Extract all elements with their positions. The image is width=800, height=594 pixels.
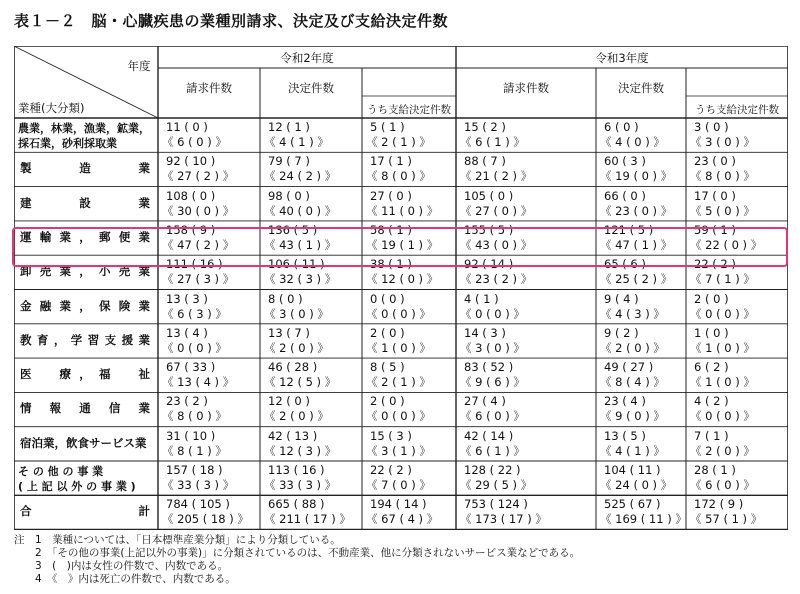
value-death: 《 23 ( 2 ) 》: [460, 272, 533, 287]
value-death: 《 19 ( 0 ) 》: [600, 169, 673, 184]
value-death: 《 25 ( 2 ) 》: [600, 272, 673, 287]
value-death: 《 6 ( 0 ) 》: [162, 135, 227, 149]
header-kettei: 決定件数: [618, 81, 664, 95]
value-count: 9 ( 4 ): [604, 291, 639, 306]
value-count: 6 ( 0 ): [604, 120, 639, 134]
value-death: 《 6 ( 0 ) 》: [460, 409, 525, 424]
value-count: 23 ( 0 ): [694, 154, 736, 169]
table-title: 表１－２ 脳・心臓疾患の業種別請求、決定及び支給決定件数: [14, 12, 449, 30]
category-label: 宿泊業，飲食サービス業: [20, 435, 147, 450]
value-count: 27 ( 0 ): [370, 188, 412, 203]
value-death: 《 205 ( 18 ) 》: [162, 512, 249, 527]
value-death: 《 4 ( 3 ) 》: [600, 306, 665, 321]
value-death: 《 2 ( 1 ) 》: [366, 375, 431, 390]
header-year-r2: 令和2年度: [280, 51, 334, 65]
value-death: 《 0 ( 0 ) 》: [460, 306, 525, 321]
value-count: 753 ( 124 ): [464, 497, 528, 512]
value-count: 7 ( 1 ): [694, 428, 729, 443]
category-label: 情報通信業: [20, 401, 150, 416]
value-death: 《 23 ( 0 ) 》: [600, 203, 673, 218]
value-death: 《 1 ( 0 ) 》: [366, 340, 431, 355]
value-death: 《 1 ( 0 ) 》: [690, 340, 755, 355]
footnote-1: 注 1 業種については、「日本標準産業分類」により分類している。: [14, 534, 341, 546]
category-label: 医 療，福 祉: [20, 367, 150, 382]
category-label: 卸売業，小売業: [20, 264, 150, 279]
category-label: 運輸業，郵便業: [20, 229, 150, 244]
value-death: 《 47 ( 1 ) 》: [600, 237, 673, 252]
value-count: 67 ( 33 ): [166, 360, 216, 375]
value-death: 《 12 ( 3 ) 》: [264, 443, 337, 458]
value-count: 157 ( 18 ): [166, 463, 223, 477]
value-death: 《 4 ( 0 ) 》: [600, 135, 665, 149]
value-count: 1 ( 0 ): [694, 325, 729, 340]
value-count: 6 ( 2 ): [694, 360, 729, 375]
value-count: 42 ( 13 ): [268, 428, 318, 443]
footnote-3: 3 ( )内は女性の件数で、内数である。: [14, 560, 229, 572]
value-count: 136 ( 5 ): [268, 222, 318, 237]
value-death: 《 6 ( 3 ) 》: [162, 306, 227, 321]
value-death: 《 7 ( 1 ) 》: [690, 272, 755, 287]
category-label: 教育，学習支援業: [20, 332, 150, 347]
value-count: 13 ( 5 ): [604, 428, 646, 443]
value-count: 17 ( 0 ): [694, 188, 736, 203]
header-seikyu: 請求件数: [503, 81, 549, 95]
value-death: 《 7 ( 0 ) 》: [366, 478, 431, 492]
value-count: 105 ( 0 ): [464, 188, 514, 203]
value-death: 《 43 ( 1 ) 》: [264, 237, 337, 252]
value-count: 79 ( 7 ): [268, 154, 310, 169]
value-death: 《 9 ( 6 ) 》: [460, 375, 525, 390]
value-death: 《 0 ( 0 ) 》: [366, 409, 431, 424]
value-count: 14 ( 3 ): [464, 325, 506, 340]
value-death: 《 3 ( 1 ) 》: [366, 443, 431, 458]
value-count: 17 ( 1 ): [370, 154, 412, 169]
value-count: 0 ( 0 ): [370, 291, 405, 306]
value-death: 《 21 ( 2 ) 》: [460, 169, 533, 184]
value-count: 60 ( 3 ): [604, 154, 646, 169]
value-death: 《 2 ( 0 ) 》: [264, 409, 329, 424]
value-count: 4 ( 1 ): [464, 291, 499, 306]
header-shikyu: うち支給決定件数: [695, 104, 779, 116]
value-death: 《 43 ( 0 ) 》: [460, 237, 533, 252]
value-death: 《 8 ( 4 ) 》: [600, 375, 665, 390]
value-count: 155 ( 5 ): [464, 222, 514, 237]
value-death: 《 40 ( 0 ) 》: [264, 203, 337, 218]
value-count: 46 ( 28 ): [268, 360, 318, 375]
value-death: 《 8 ( 0 ) 》: [366, 169, 431, 184]
category-label: 製 造 業: [20, 161, 150, 176]
value-death: 《 0 ( 0 ) 》: [366, 306, 431, 321]
value-death: 《 2 ( 0 ) 》: [600, 340, 665, 355]
value-death: 《 3 ( 0 ) 》: [460, 340, 525, 355]
value-death: 《 6 ( 1 ) 》: [460, 443, 525, 458]
value-death: 《 22 ( 0 ) 》: [690, 237, 763, 252]
value-count: 5 ( 1 ): [370, 120, 405, 134]
value-death: 《 5 ( 0 ) 》: [690, 203, 755, 218]
value-death: 《 169 ( 11 ) 》: [600, 512, 687, 527]
value-death: 《 211 ( 17 ) 》: [264, 512, 351, 527]
value-death: 《 12 ( 5 ) 》: [264, 375, 337, 390]
value-count: 784 ( 105 ): [166, 497, 230, 512]
header-nendo: 年度: [127, 59, 151, 73]
value-count: 158 ( 9 ): [166, 222, 216, 237]
header-kettei: 決定件数: [288, 81, 334, 95]
category-label: 採石業，砂利採取業: [18, 137, 117, 150]
value-count: 525 ( 67 ): [604, 497, 661, 512]
header-shikyu: うち支給決定件数: [367, 104, 451, 116]
value-count: 108 ( 0 ): [166, 188, 216, 203]
value-death: 《 2 ( 0 ) 》: [264, 340, 329, 355]
value-death: 《 32 ( 3 ) 》: [264, 272, 337, 287]
category-label: 農業，林業，漁業，鉱業，: [18, 122, 150, 135]
category-label: 金融業，保険業: [20, 298, 150, 313]
footnotes: [14, 534, 580, 586]
value-count: 12 ( 1 ): [268, 120, 310, 134]
value-count: 28 ( 1 ): [694, 463, 736, 477]
value-count: 13 ( 3 ): [166, 291, 208, 306]
value-count: 15 ( 3 ): [370, 428, 412, 443]
header-seikyu: 請求件数: [186, 81, 232, 95]
value-count: 13 ( 7 ): [268, 325, 310, 340]
value-count: 92 ( 14 ): [464, 257, 514, 272]
value-death: 《 11 ( 0 ) 》: [366, 203, 439, 218]
value-death: 《 2 ( 0 ) 》: [690, 443, 755, 458]
value-count: 2 ( 0 ): [370, 394, 405, 409]
value-count: 2 ( 0 ): [694, 291, 729, 306]
value-death: 《 0 ( 0 ) 》: [690, 409, 755, 424]
value-death: 《 67 ( 4 ) 》: [366, 512, 439, 527]
value-death: 《 3 ( 0 ) 》: [264, 306, 329, 321]
footnote-4: 4 《 》内は死亡の件数で、内数である。: [14, 573, 236, 585]
value-count: 59 ( 1 ): [694, 222, 736, 237]
value-count: 22 ( 2 ): [694, 257, 736, 272]
value-count: 98 ( 0 ): [268, 188, 310, 203]
value-count: 106 ( 11 ): [268, 257, 325, 272]
value-count: 42 ( 14 ): [464, 428, 514, 443]
value-count: 66 ( 0 ): [604, 188, 646, 203]
value-count: 83 ( 52 ): [464, 360, 514, 375]
value-count: 2 ( 0 ): [370, 325, 405, 340]
value-count: 8 ( 0 ): [268, 291, 303, 306]
value-death: 《 12 ( 0 ) 》: [366, 272, 439, 287]
value-death: 《 6 ( 1 ) 》: [460, 135, 525, 149]
value-death: 《 33 ( 3 ) 》: [162, 478, 235, 492]
value-count: 128 ( 22 ): [464, 463, 521, 477]
value-count: 23 ( 4 ): [604, 394, 646, 409]
value-count: 13 ( 4 ): [166, 325, 208, 340]
category-label: 建 設 業: [20, 195, 150, 210]
header-gyoshu: 業種(大分類): [18, 101, 85, 115]
value-death: 《 0 ( 0 ) 》: [690, 306, 755, 321]
value-death: 《 24 ( 0 ) 》: [600, 478, 673, 492]
value-death: 《 27 ( 3 ) 》: [162, 272, 235, 287]
value-death: 《 33 ( 3 ) 》: [264, 478, 337, 492]
value-death: 《 19 ( 1 ) 》: [366, 237, 439, 252]
category-label: そ の 他 の 事 業: [18, 465, 104, 478]
value-count: 22 ( 2 ): [370, 463, 412, 477]
value-count: 8 ( 5 ): [370, 360, 405, 375]
value-count: 9 ( 2 ): [604, 325, 639, 340]
value-count: 113 ( 16 ): [268, 463, 325, 477]
value-count: 49 ( 27 ): [604, 360, 654, 375]
value-death: 《 4 ( 1 ) 》: [264, 135, 329, 149]
value-death: 《 8 ( 0 ) 》: [690, 169, 755, 184]
value-count: 172 ( 9 ): [694, 497, 744, 512]
value-count: 23 ( 2 ): [166, 394, 208, 409]
value-death: 《 173 ( 17 ) 》: [460, 512, 547, 527]
value-count: 27 ( 4 ): [464, 394, 506, 409]
claims-table: [14, 46, 788, 530]
value-death: 《 47 ( 2 ) 》: [162, 237, 235, 252]
value-count: 4 ( 2 ): [694, 394, 729, 409]
value-death: 《 27 ( 0 ) 》: [460, 203, 533, 218]
value-count: 92 ( 10 ): [166, 154, 216, 169]
value-death: 《 8 ( 1 ) 》: [162, 443, 227, 458]
value-death: 《 6 ( 0 ) 》: [690, 478, 755, 492]
value-death: 《 27 ( 2 ) 》: [162, 169, 235, 184]
value-count: 31 ( 10 ): [166, 428, 216, 443]
value-death: 《 30 ( 0 ) 》: [162, 203, 235, 218]
value-count: 58 ( 1 ): [370, 222, 412, 237]
value-death: 《 4 ( 1 ) 》: [600, 443, 665, 458]
value-death: 《 9 ( 0 ) 》: [600, 409, 665, 424]
category-label: 合 計: [20, 504, 150, 519]
value-count: 15 ( 2 ): [464, 120, 506, 134]
value-death: 《 24 ( 2 ) 》: [264, 169, 337, 184]
value-count: 104 ( 11 ): [604, 463, 661, 477]
value-count: 12 ( 0 ): [268, 394, 310, 409]
value-death: 《 0 ( 0 ) 》: [162, 340, 227, 355]
value-count: 111 ( 16 ): [166, 257, 223, 272]
value-count: 121 ( 5 ): [604, 222, 654, 237]
footnote-2: 2 「その他の事業(上記以外の事業)」に分類されているのは、不動産業、他に分類されないサービス業などである。: [14, 547, 581, 559]
header-year-r3: 令和3年度: [595, 51, 649, 65]
value-count: 65 ( 6 ): [604, 257, 646, 272]
value-count: 194 ( 14 ): [370, 497, 427, 512]
value-count: 665 ( 88 ): [268, 497, 325, 512]
value-death: 《 8 ( 0 ) 》: [162, 409, 227, 424]
value-death: 《 3 ( 0 ) 》: [690, 135, 755, 149]
value-death: 《 13 ( 4 ) 》: [162, 375, 235, 390]
value-death: 《 2 ( 1 ) 》: [366, 135, 431, 149]
value-death: 《 29 ( 5 ) 》: [460, 478, 533, 492]
value-death: 《 57 ( 1 ) 》: [690, 512, 763, 527]
value-death: 《 1 ( 0 ) 》: [690, 375, 755, 390]
value-count: 3 ( 0 ): [694, 120, 729, 134]
value-count: 11 ( 0 ): [166, 120, 208, 134]
value-count: 38 ( 1 ): [370, 257, 412, 272]
value-count: 88 ( 7 ): [464, 154, 506, 169]
category-label: ( 上 記 以 外 の 事 業 ): [18, 480, 136, 493]
